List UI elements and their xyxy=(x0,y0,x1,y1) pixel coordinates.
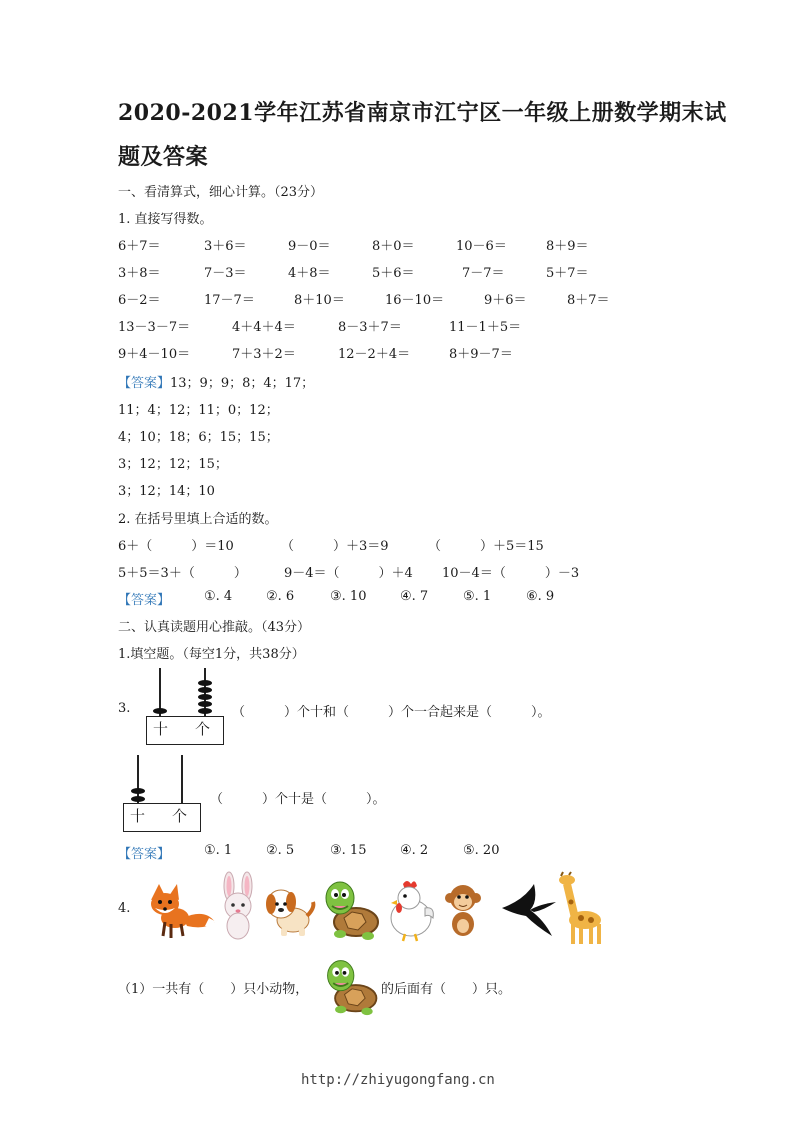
section2-q1-label: 1.填空题。（每空1分，共38分） xyxy=(118,647,305,662)
equation: 8－3＋7＝ xyxy=(338,320,402,335)
abacus-label-ones: 个 xyxy=(195,720,211,738)
equation: 5＋7＝ xyxy=(546,266,589,281)
answer-item: ③. 10 xyxy=(330,589,367,604)
question-number: 4. xyxy=(118,901,131,916)
equation: 8＋7＝ xyxy=(567,293,610,308)
answer-text: 11；4；12；11；0；12； xyxy=(118,403,279,418)
equation: 7－7＝ xyxy=(462,266,505,281)
equation: 6－2＝ xyxy=(118,293,161,308)
answer-text: 3；12；14；10 xyxy=(118,484,215,499)
abacus-bead xyxy=(198,680,212,686)
fox-icon xyxy=(143,878,218,940)
doc-title-line1: 2020-2021学年江苏省南京市江宁区一年级上册数学期末试 xyxy=(118,100,727,126)
abacus-bead xyxy=(131,788,145,794)
abacus-bead xyxy=(198,701,212,707)
abacus-rod-ones xyxy=(181,755,183,804)
footer-url: http://zhiyugongfang.cn xyxy=(301,1072,495,1088)
equation: 3＋8＝ xyxy=(118,266,161,281)
equation: 3＋6＝ xyxy=(204,239,247,254)
answer-tag: 【答案】 xyxy=(118,847,171,862)
equation: 8＋9－7＝ xyxy=(449,347,513,362)
q1-answer-line xyxy=(118,372,314,391)
abacus-label-tens: 十 xyxy=(130,807,146,825)
fill-blank-equation: 9－4＝（ ）＋4 xyxy=(284,566,413,581)
fill-blank-equation: 6＋（ ）＝10 xyxy=(118,539,234,554)
doc-title-line2: 题及答案 xyxy=(118,144,209,170)
answer-item: ④. 7 xyxy=(400,589,429,604)
question-text: （ ）个十和（ ）个一合起来是（ ）。 xyxy=(232,705,551,720)
q2-answer-line xyxy=(118,589,170,608)
equation: 12－2＋4＝ xyxy=(338,347,411,362)
equation: 11－1＋5＝ xyxy=(449,320,522,335)
swallow-icon xyxy=(500,880,558,938)
equation: 4＋4＋4＝ xyxy=(232,320,296,335)
question-text: （ ）个十是（ ）。 xyxy=(210,792,386,807)
fill-blank-equation: 5＋5＝3＋（ ） xyxy=(118,566,247,581)
turtle-icon xyxy=(322,876,382,942)
equation: 7－3＝ xyxy=(204,266,247,281)
answer-item: ⑥. 9 xyxy=(526,589,555,604)
abacus-bead xyxy=(153,708,167,714)
equation: 9＋4－10＝ xyxy=(118,347,191,362)
abacus-label-ones: 个 xyxy=(172,807,188,825)
equation: 6＋7＝ xyxy=(118,239,161,254)
equation: 13－3－7＝ xyxy=(118,320,191,335)
equation: 4＋8＝ xyxy=(288,266,331,281)
abacus-label-tens: 十 xyxy=(153,720,169,738)
answer-text: 13；9；9；8；4；17； xyxy=(170,376,315,391)
q4-sub1-text-a: （1）一共有（ ）只小动物， xyxy=(118,982,309,997)
equation: 8＋0＝ xyxy=(372,239,415,254)
equation: 9－0＝ xyxy=(288,239,331,254)
equation: 10－6＝ xyxy=(456,239,507,254)
q2-label: 2. 在括号里填上合适的数。 xyxy=(118,512,278,527)
answer-item: ②. 6 xyxy=(266,589,295,604)
abacus-bead xyxy=(198,687,212,693)
equation: 7＋3＋2＝ xyxy=(232,347,296,362)
equation: 5＋6＝ xyxy=(372,266,415,281)
question-number: 3. xyxy=(118,701,131,716)
answer-tag: 【答案】 xyxy=(118,376,171,391)
equation: 16－10＝ xyxy=(385,293,445,308)
equation: 8＋10＝ xyxy=(294,293,345,308)
rooster-icon xyxy=(385,878,439,942)
equation: 8＋9＝ xyxy=(546,239,589,254)
answer-text: 4；10；18；6；15；15； xyxy=(118,430,279,445)
answer-item: ④. 2 xyxy=(400,843,429,858)
abacus-bead xyxy=(198,694,212,700)
giraffe-icon xyxy=(557,872,605,946)
answer-item: ①. 1 xyxy=(204,843,233,858)
rabbit-icon xyxy=(216,872,260,942)
section2-heading: 二、认真读题用心推敲。（43分） xyxy=(118,620,311,635)
section2-answer-line xyxy=(118,843,170,862)
answer-item: ①. 4 xyxy=(204,589,233,604)
section1-heading: 一、看清算式，细心计算。（23分） xyxy=(118,185,324,200)
fill-blank-equation: （ ）＋3＝9 xyxy=(281,539,389,554)
fill-blank-equation: （ ）＋5＝15 xyxy=(428,539,544,554)
puppy-icon xyxy=(263,880,317,938)
fill-blank-equation: 10－4＝（ ）－3 xyxy=(442,566,580,581)
q1-label: 1. 直接写得数。 xyxy=(118,212,213,227)
equation: 9＋6＝ xyxy=(484,293,527,308)
answer-item: ⑤. 1 xyxy=(463,589,492,604)
equation: 17－7＝ xyxy=(204,293,255,308)
abacus-bead xyxy=(131,796,145,802)
abacus-bead xyxy=(198,708,212,714)
answer-item: ②. 5 xyxy=(266,843,295,858)
answer-tag: 【答案】 xyxy=(118,593,171,608)
answer-item: ⑤. 20 xyxy=(463,843,500,858)
answer-item: ③. 15 xyxy=(330,843,367,858)
monkey-icon xyxy=(444,882,482,938)
answer-text: 3；12；12；15； xyxy=(118,457,228,472)
turtle-icon xyxy=(322,955,382,1017)
q4-sub1-text-b: 的后面有（ ）只。 xyxy=(381,982,512,997)
